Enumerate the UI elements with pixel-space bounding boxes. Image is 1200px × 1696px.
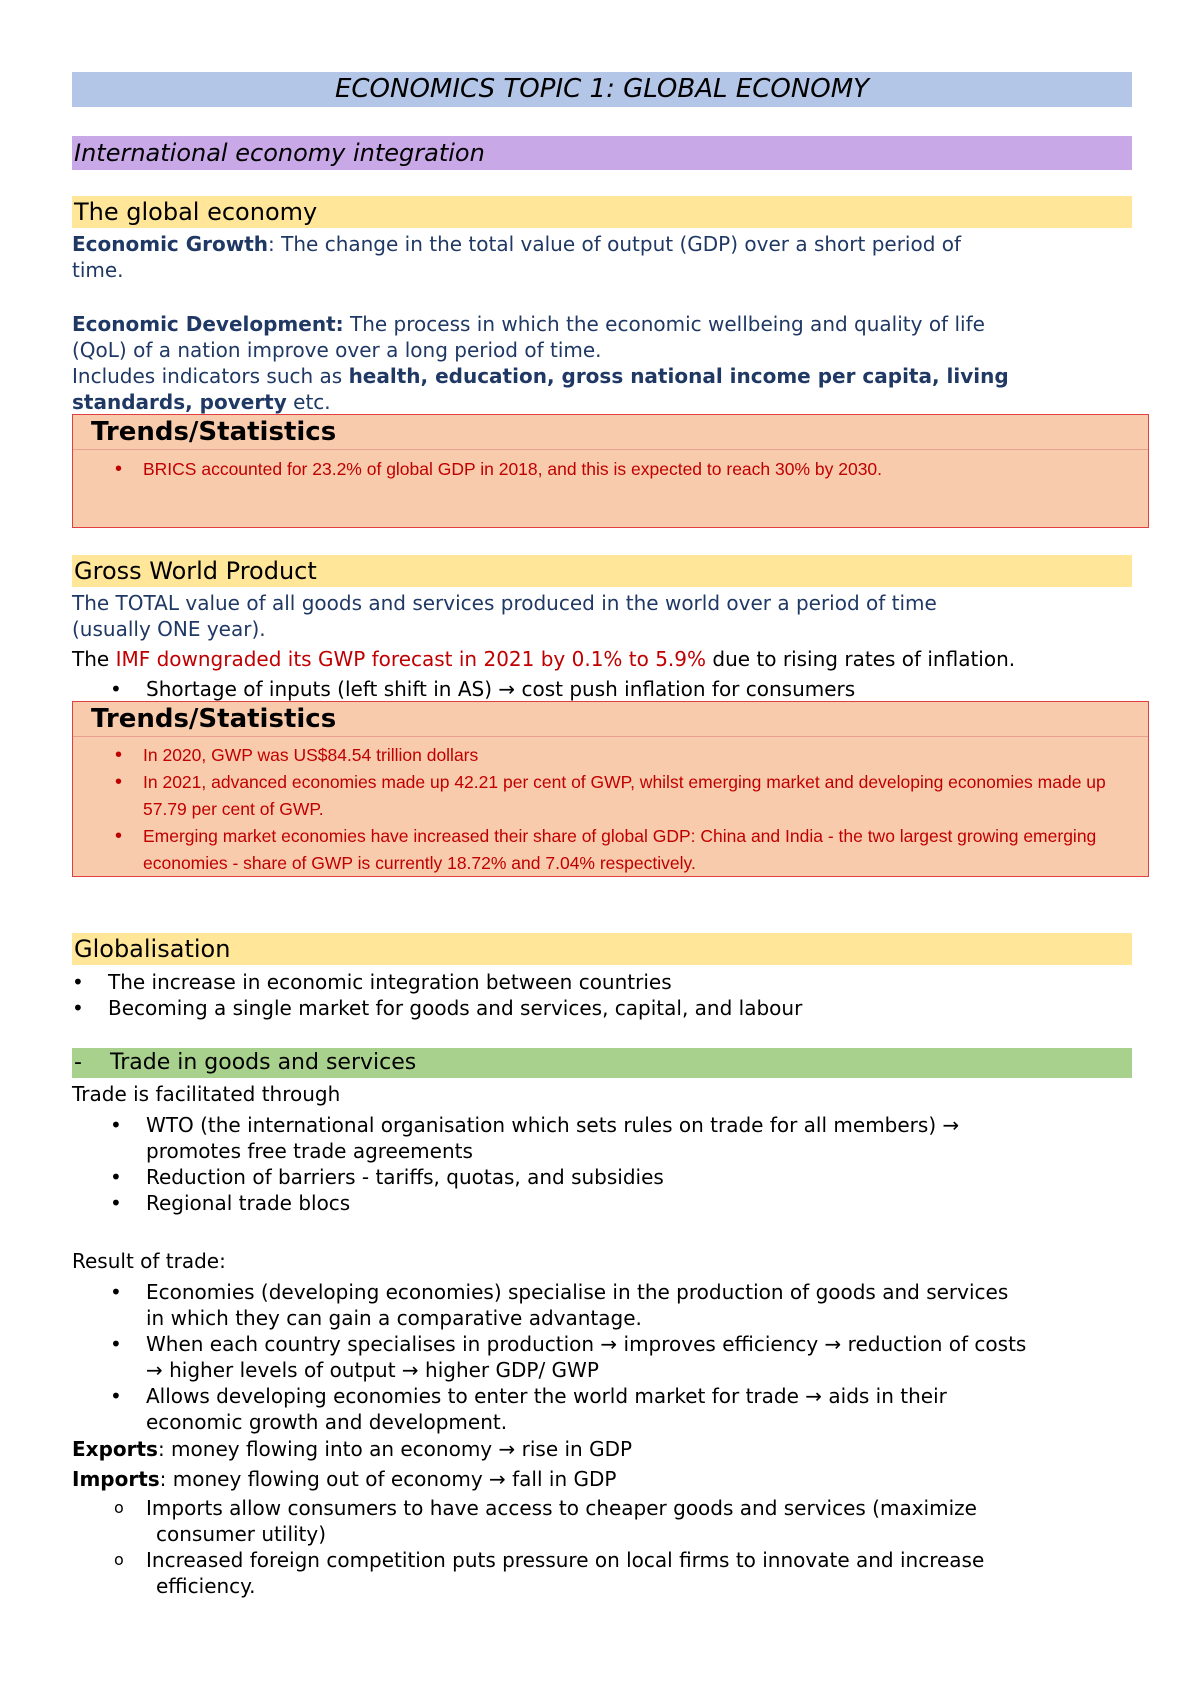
gwp-bullets [110,676,1140,702]
list-item [110,1547,1140,1599]
import-item-1-line-2: consumer utility) [156,1522,327,1546]
imf-highlight: IMF downgraded its GWP forecast in 2021 by 0.1% to 5.9% [115,647,707,671]
heading-globalisation: Globalisation [72,933,1132,965]
imports-def: : money flowing out of economy → fall in GDP [159,1467,617,1491]
indicators-suffix: etc. [286,390,331,414]
economic-development-definition [72,311,1142,415]
facilitated-1-line-1: WTO (the international organisation which sets rules on trade for all members) → [146,1113,960,1137]
facilitated-3: Regional trade blocs [146,1191,351,1215]
economic-development-term: Economic Development: [72,312,344,336]
trade-facilitated-list [110,1112,1140,1216]
section-subtitle: International economy integration [72,136,1132,170]
trade-heading-text: Trade in goods and services [110,1050,417,1075]
list-item: • Shortage of inputs (left shift in AS) → cost push inflation for consumers [110,677,856,701]
sub-bullet-1: o [114,1498,124,1517]
imports-sub-list [110,1495,1140,1599]
globalisation-bullet-2: Becoming a single market for goods and services, capital, and labour [108,996,803,1020]
heading-trade [72,1048,1132,1078]
list-item: • In 2020, GWP was US$84.54 trillion dollars [143,742,1143,769]
result-3-line-2: economic growth and development. [146,1410,508,1434]
list-item: • Allows developing economies to enter the world market for trade → aids in their economic growth and development. [110,1383,1140,1435]
globalisation-bullet-1: The increase in economic integration between countries [108,970,672,994]
facilitated-2: Reduction of barriers - tariffs, quotas, and subsidies [146,1165,664,1189]
imports-definition [72,1466,1142,1492]
list-item: • In 2021, advanced economies made up 42.21 per cent of GWP, whilst emerging market and developing economies made up 57.79 per cent of GWP. [143,769,1143,823]
facilitated-1-line-2: promotes free trade agreements [146,1139,473,1163]
gwp-def-line-1: The TOTAL value of all goods and services produced in the world over a period of time [72,591,937,615]
dev-def-line-2: (QoL) of a nation improve over a long period of time. [72,338,602,362]
trends-list-2 [73,742,1143,877]
trends-box-1 [72,414,1149,528]
exports-term: Exports [72,1437,158,1461]
imports-term: Imports [72,1467,160,1491]
list-item: • Regional trade blocs [110,1190,1140,1216]
trade-facilitated-intro: Trade is facilitated through [72,1082,341,1106]
gwp-def-line-2: (usually ONE year). [72,617,266,641]
gwp-bullet-text: Shortage of inputs (left shift in AS) → cost push inflation for consumers [146,677,856,701]
indicators-prefix: Includes indicators such as [72,364,349,388]
growth-def-line-1: : The change in the total value of output (GDP) over a short period of [268,232,962,256]
list-item: • Becoming a single market for goods and services, capital, and labour [72,996,803,1020]
dev-def-line-1: The process in which the economic wellbeing and quality of life [343,312,985,336]
list-item: • When each country specialises in production → improves efficiency → reduction of costs → higher levels of output → higher GDP/ GWP [110,1331,1140,1383]
import-item-2-line-2: efficiency. [156,1574,256,1598]
import-item-1-line-1: Imports allow consumers to have access to cheaper goods and services (maximize [146,1496,977,1520]
sub-bullet-2: o [114,1550,124,1569]
growth-def-line-2: time. [72,258,124,282]
import-item-2-line-1: Increased foreign competition puts pressure on local firms to innovate and increase [146,1548,985,1572]
imf-forecast-line [72,646,1142,672]
exports-definition [72,1436,1142,1462]
list-item: • WTO (the international organisation which sets rules on trade for all members) → promotes free trade agreements [110,1112,1140,1164]
indicators-bold-2: standards, poverty [72,390,287,414]
trends-box-2 [72,701,1149,877]
trade-dash: - [74,1050,82,1075]
gwp-definition [72,590,1142,642]
list-item: • Emerging market economies have increased their share of global GDP: China and India - the two largest growing emerging economies - share of GWP is currently 18.72% and 7.04% respectively. [143,823,1143,877]
result-2-line-1: When each country specialises in production → improves efficiency → reduction of costs [146,1332,1027,1356]
imf-suffix: due to rising rates of inflation. [706,647,1016,671]
list-item: • Reduction of barriers - tariffs, quotas, and subsidies [110,1164,1140,1190]
trends-heading-2: Trends/Statistics [73,702,1148,737]
result-1-line-2: in which they can gain a comparative advantage. [146,1306,642,1330]
heading-gross-world-product: Gross World Product [72,555,1132,587]
result-2-line-2: → higher levels of output → higher GDP/ GWP [146,1358,599,1382]
list-item: • Economies (developing economies) specialise in the production of goods and services in which they can gain a comparative advantage. [110,1279,1140,1331]
trends-list-1 [73,456,1148,483]
exports-def: : money flowing into an economy → rise in GDP [157,1437,633,1461]
trends-heading-1: Trends/Statistics [73,415,1148,450]
globalisation-bullets [72,969,1132,1021]
indicators-bold-1: health, education, gross national income per capita, living [348,364,1009,388]
economic-growth-definition [72,231,1142,283]
list-item: • BRICS accounted for 23.2% of global GDP in 2018, and this is expected to reach 30% by 2030. [143,456,1148,483]
list-item: • The increase in economic integration between countries [72,970,672,994]
heading-global-economy: The global economy [72,196,1132,228]
page-title: ECONOMICS TOPIC 1: GLOBAL ECONOMY [72,72,1132,107]
trade-result-list [110,1279,1140,1435]
imf-prefix: The [72,647,116,671]
result-3-line-1: Allows developing economies to enter the world market for trade → aids in their [146,1384,947,1408]
economic-growth-term: Economic Growth [72,232,269,256]
result-1-line-1: Economies (developing economies) specialise in the production of goods and services [146,1280,1009,1304]
list-item [110,1495,1140,1547]
trade-result-intro: Result of trade: [72,1249,226,1273]
